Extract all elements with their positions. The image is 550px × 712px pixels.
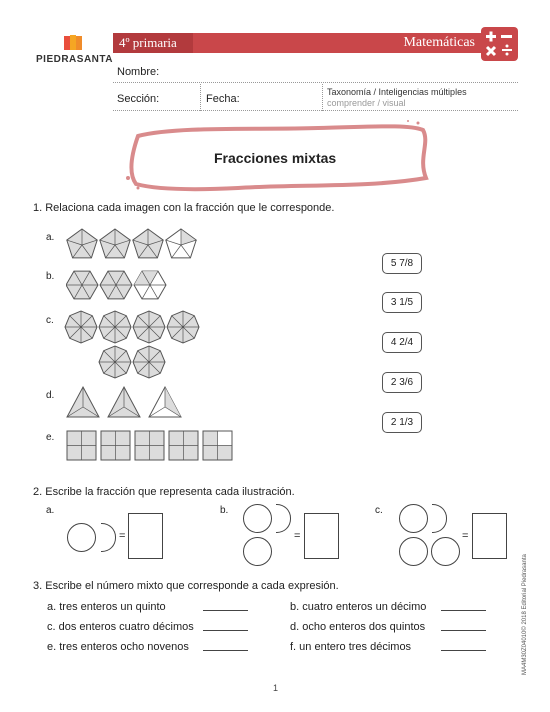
answer-box-1[interactable]: 5 7/8 [382,253,422,274]
page-number: 1 [273,683,279,693]
square-shapes [66,430,236,462]
q2-letter-c: c. [375,505,383,516]
q3-item-a: a. tres enteros un quinto [47,601,166,613]
pentagon-3 [133,229,163,258]
square-4 [169,431,198,460]
q2b-equals: = [294,530,301,542]
q1-letter-d: d. [46,390,55,401]
q2c-half-circle [432,504,447,533]
q2-letter-b: b. [220,505,229,516]
triangle-3 [149,387,181,417]
q1-letter-a: a. [46,232,55,243]
q2a-equals: = [119,530,126,542]
pentagon-4 [166,229,196,258]
hexagon-shapes [66,268,176,302]
form-divider-2 [322,84,324,111]
q1-prompt: 1. Relaciona cada imagen con la fracción que le corresponde. [33,202,335,214]
q3-blank-a[interactable] [203,609,248,611]
grade-label: 4º primaria [113,33,193,53]
triangle-1 [67,387,99,417]
q3-prompt: 3. Escribe el número mixto que corresponde a cada expresión. [33,580,339,592]
nombre-line[interactable] [113,82,518,83]
q2c-equals: = [462,530,469,542]
q3-item-b: b. cuatro enteros un décimo [290,601,427,613]
q2b-circle-1 [243,504,272,533]
q1-letter-c: c. [46,315,54,326]
octagon-5 [99,346,131,378]
hexagon-3 [134,271,166,299]
answer-box-3[interactable]: 4 2/4 [382,332,422,353]
square-1 [67,431,96,460]
q3-item-e: e. tres enteros ocho novenos [47,641,189,653]
logo [36,34,116,66]
form-divider-1 [200,84,202,111]
q3-item-d: d. ocho enteros dos quintos [290,621,426,633]
q2c-circle-2 [399,537,428,566]
triangle-shapes [66,385,186,421]
octagon-6 [133,346,165,378]
square-3 [135,431,164,460]
nombre-label: Nombre: [117,66,160,78]
q3-blank-f[interactable] [441,649,486,651]
q1-letter-b: b. [46,271,55,282]
subject-label: Matemáticas [403,35,475,50]
octagon-2 [99,311,131,343]
octagon-4 [167,311,199,343]
octagon-3 [133,311,165,343]
q2-letter-a: a. [46,505,55,516]
q2c-circle-3 [431,537,460,566]
fecha-label: Fecha: [206,93,240,105]
pentagon-2 [100,229,130,258]
square-5 [203,431,232,460]
hexagon-1 [66,271,98,299]
copyright-note: MA4M30Z04010© 2018 Editorial Piedrasanta [522,554,528,675]
pentagon-shapes [66,227,206,263]
answer-box-4[interactable]: 2 3/6 [382,372,422,393]
logo-text: PIEDRASANTA [36,54,113,65]
logo-book-icon [63,34,83,52]
q3-blank-b[interactable] [441,609,486,611]
q2b-circle-2 [243,537,272,566]
pentagon-1 [67,229,97,258]
q2b-half-circle [276,504,291,533]
octagon-shapes [64,310,204,380]
q1-letter-e: e. [46,432,55,443]
q2c-circle-1 [399,504,428,533]
q2c-answer-box[interactable] [472,513,507,559]
seccion-label: Sección: [117,93,160,105]
q2b-answer-box[interactable] [304,513,339,559]
answer-box-2[interactable]: 3 1/5 [382,292,422,313]
triangle-2 [108,387,140,417]
q2a-answer-box[interactable] [128,513,163,559]
answer-box-5[interactable]: 2 1/3 [382,412,422,433]
taxonomia-value: comprender / visual [327,98,406,108]
math-operations-icon [481,27,518,61]
page-title: Fracciones mixtas [214,150,337,166]
seccion-line[interactable] [113,110,518,111]
q3-item-c: c. dos enteros cuatro décimos [47,621,194,633]
taxonomia-label: Taxonomía / Inteligencias múltiples [327,87,467,97]
q3-blank-d[interactable] [441,629,486,631]
q3-blank-e[interactable] [203,649,248,651]
q2a-half-circle [101,523,116,552]
hexagon-2 [100,271,132,299]
octagon-1 [65,311,97,343]
q3-blank-c[interactable] [203,629,248,631]
q3-item-f: f. un entero tres décimos [290,641,412,653]
square-2 [101,431,130,460]
q2-prompt: 2. Escribe la fracción que representa cada ilustración. [33,486,295,498]
q2a-circle [67,523,96,552]
